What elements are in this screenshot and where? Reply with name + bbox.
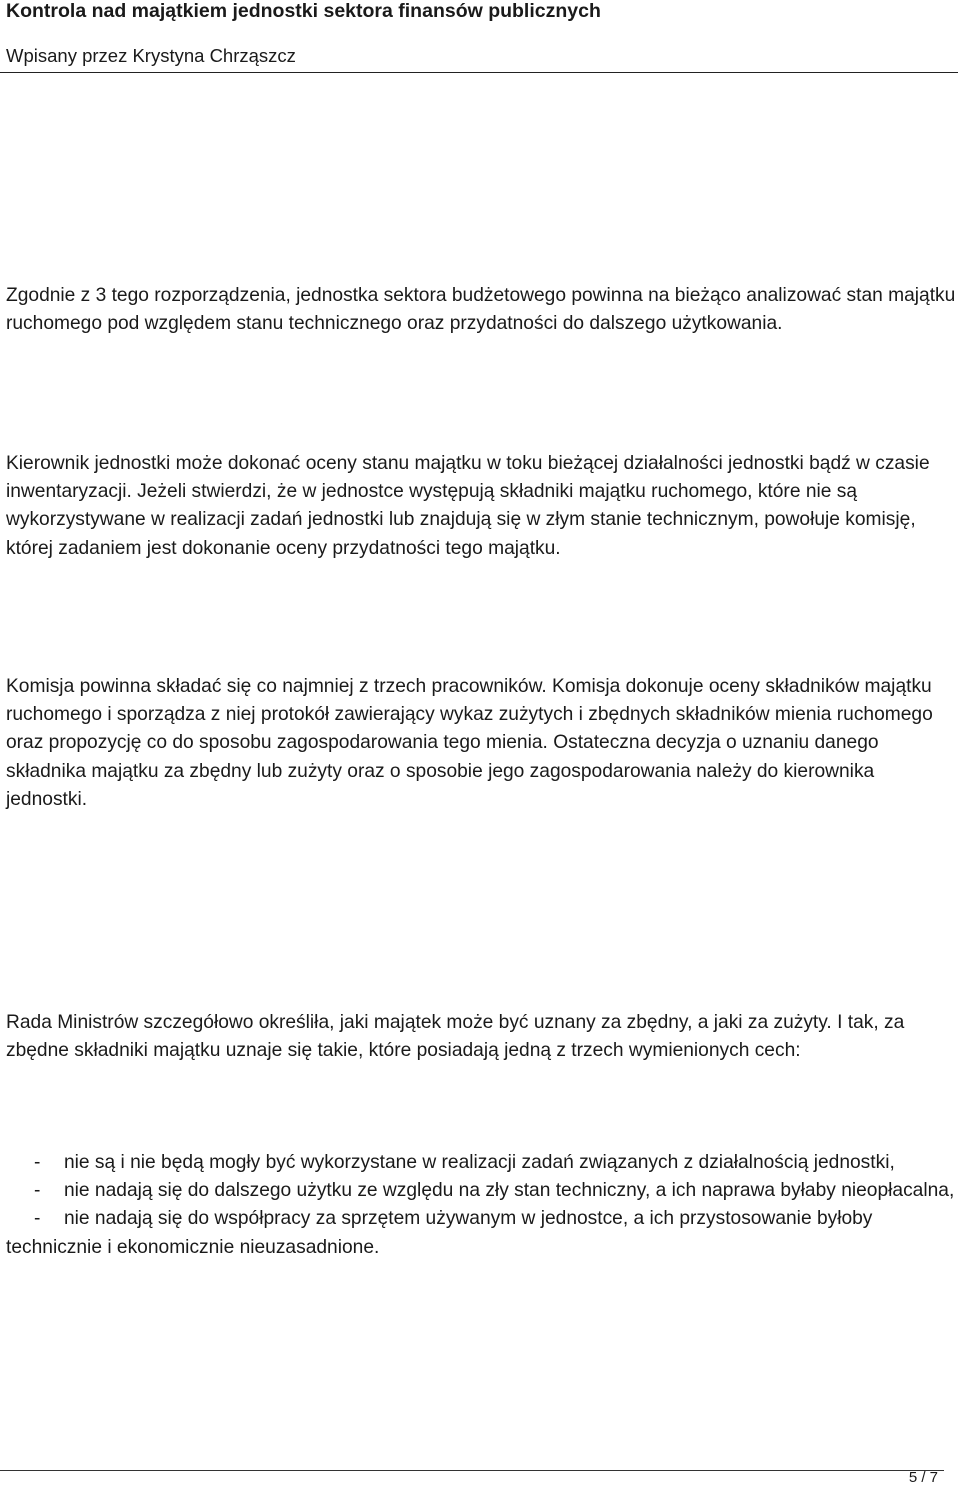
footer-divider [0,1470,944,1471]
paragraph-manager-assessment: Kierownik jednostki może dokonać oceny stanu majątku w toku bieżącej działalności jednostki bądź w czasie inwentaryzacji. Jeżeli stwierdzi, że w jednostce występują składniki majątku ruchomego, które nie są wykorzystywane w realizacji zadań jednostki lub znajdują się w złym stanie technicznym, powołuje komisję, której zadaniem jest dokonanie oceny przydatności tego majątku. [6,453,930,559]
list-item-text: nie nadają się do współpracy za sprzętem używanym w jednostce, a ich przystosowanie byłoby technicznie i ekonomicznie nieuzasadnione. [6,1208,873,1258]
page-number: 5 / 7 [908,1469,938,1486]
criteria-list [6,1149,956,1262]
list-dash: - [34,1208,41,1230]
header-divider [0,72,958,73]
paragraph-commission: Komisja powinna składać się co najmniej z trzech pracowników. Komisja dokonuje oceny składników majątku ruchomego i sporządza z niej protokół zawierający wykaz zużytych i zbędnych składników mienia ruchomego oraz propozycję co do sposobu zagospodarowania tego mienia. Ostateczna decyzja o uznaniu danego składnika majątku za zbędny lub zużyty oraz o sposobie jego zagospodarowania należy do kierownika jednostki. [6,676,933,810]
document-title: Kontrola nad majątkiem jednostki sektora finansów publicznych [6,0,601,22]
list-dash: - [34,1180,41,1202]
paragraph-council-of-ministers: Rada Ministrów szczegółowo określiła, jaki majątek może być uznany za zbędny, a jaki za zużyty. I tak, za zbędne składniki majątku uznaje się takie, które posiadają jedną z trzech wymienionych cech: [6,1012,905,1062]
list-item-text: nie są i nie będą mogły być wykorzystane w realizacji zadań związanych z działalnością jednostki, [64,1152,895,1173]
list-item [6,1149,956,1177]
author-byline: Wpisany przez Krystyna Chrząszcz [6,45,296,66]
list-dash: - [34,1152,41,1173]
list-item [6,1205,956,1261]
list-item-text: nie nadają się do dalszego użytku ze względu na zły stan techniczny, a ich naprawa byłaby nieopłacalna, [64,1180,955,1202]
paragraph-regulation: Zgodnie z 3 tego rozporządzenia, jednostka sektora budżetowego powinna na bieżąco analizować stan majątku ruchomego pod względem stanu technicznego oraz przydatności do dalszego użytkowania. [6,285,956,335]
list-item [6,1177,956,1205]
